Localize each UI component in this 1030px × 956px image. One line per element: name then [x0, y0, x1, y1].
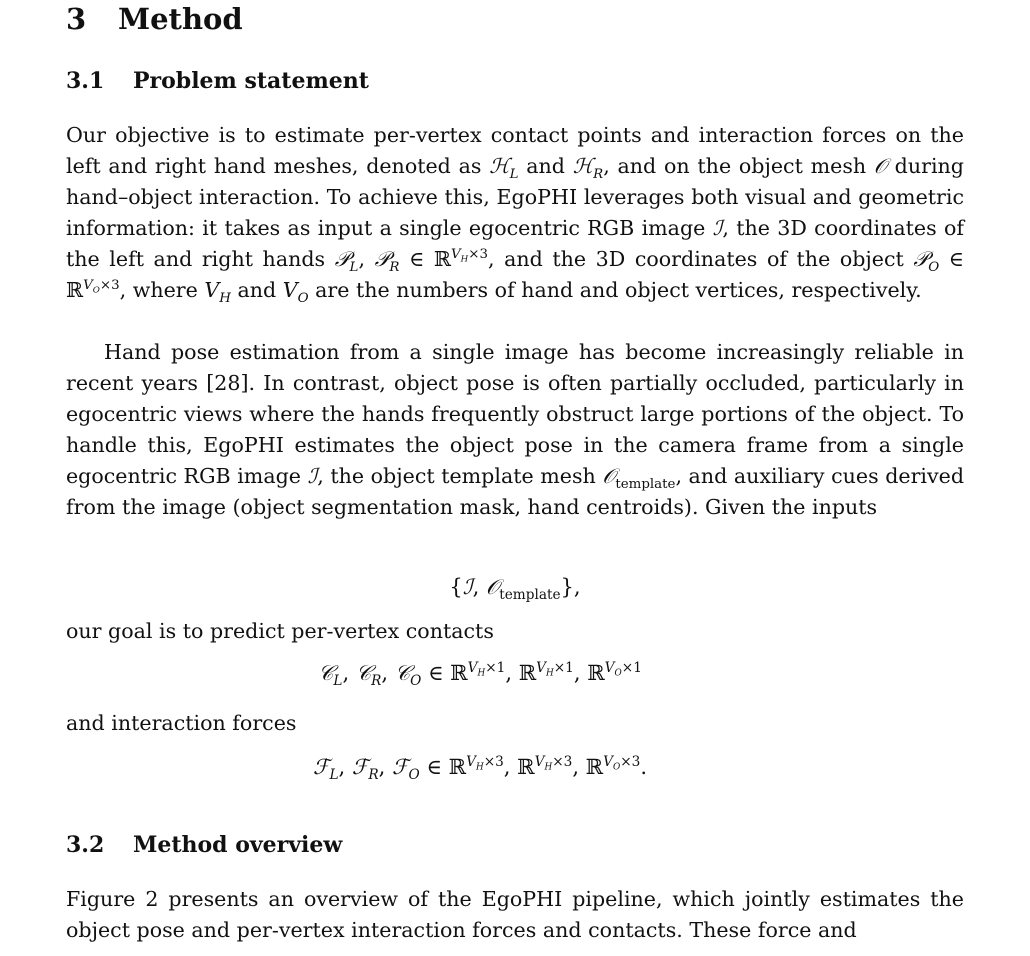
paragraph-goal: our goal is to predict per-vertex contacts [66, 619, 494, 643]
paragraph-forces: and interaction forces [66, 711, 297, 735]
section-heading: 3 Method [66, 2, 243, 36]
equation-forces: ℱ$_L$, ℱ$_R$, ℱ$_O$ ∈ ℝ$^{V_H\times 3}$, ℝ$^{V_H\times 3}$, ℝ$^{V_O\times 3}$. [312, 754, 648, 784]
subsection-heading-problem: 3.1 Problem statement [66, 68, 369, 94]
equation-contacts: 𝒞$_L$, 𝒞$_R$, 𝒞$_O$ ∈ ℝ$^{V_H\times 1}$, ℝ$^{V_H\times 1}$, ℝ$^{V_O\times 1}$ [318, 660, 642, 690]
subsection-heading-overview: 3.2 Method overview [66, 832, 343, 858]
paragraph-objective: Our objective is to estimate per-vertex contact points and interaction forces on the left and right hand meshes, denoted as ℋ$_L$ and ℋ$_R$, and on the object mesh 𝒪 during hand–object interaction. To achieve this, EgoPHI leverages both visual and geometric information: it takes as input a single egocentric RGB image ℐ, the 3D coordinates of the left and right hands 𝒫$_L$, 𝒫$_R$ ∈ ℝ$^{V_H\times 3}$, and the 3D coordinates of the object 𝒫$_O$ ∈ ℝ$^{V_O\times 3}$, where $V_H$ and $V_O$ are the numbers of hand and object vertices, respectively. [66, 123, 965, 307]
equation-inputs: {ℐ, 𝒪$_{template}$}, [449, 575, 581, 604]
paragraph-pose: Hand pose estimation from a single image has become increasingly reliable in recent years [28]. In contrast, object pose is often partially occluded, particularly in egocentric views where the hands frequently obstruct large portions of the object. To handle this, EgoPHI estimates the object pose in the camera frame from a single egocentric RGB image ℐ, the object template mesh 𝒪$_{template}$, and auxiliary cues derived from the image (object segmentation mask, hand centroids). Given the inputs [66, 340, 965, 519]
paragraph-overview: Figure 2 presents an overview of the EgoPHI pipeline, which jointly estimates the object pose and per-vertex interaction forces and contacts. These force and [66, 887, 964, 942]
